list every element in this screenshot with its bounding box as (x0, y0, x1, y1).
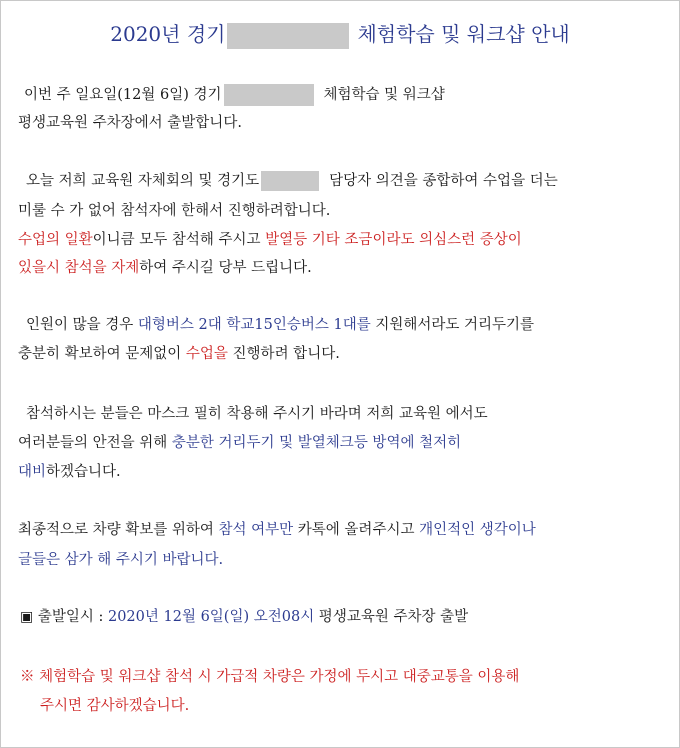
p5-line2: 글들은 삼가 해 주시기 바랍니다. (18, 552, 224, 568)
title-part1: 2020년 경기 (110, 22, 226, 46)
note-line1: ※ 체험학습 및 워크샵 참석 시 가급적 차량은 가정에 두시고 대중교통을 이용해 (20, 669, 520, 685)
p2-line4: 있을시 참석을 자제하여 주시길 당부 드립니다. (18, 260, 312, 276)
p1-line1: 이번 주 일요일(12월 6일) 경기 체험학습 및 워크샵 (24, 84, 445, 106)
p4-line3: 대비하겠습니다. (18, 464, 121, 480)
p2-line3: 수업의 일환이니큼 모두 참석해 주시고 발열등 기타 조금이라도 의심스런 증상이 (18, 232, 522, 248)
p3-line2: 충분히 확보하여 문제없이 수업을 진행하려 합니다. (18, 346, 340, 362)
p4-line2: 여러분들의 안전을 위해 충분한 거리두기 및 발열체크등 방역에 철저히 (18, 435, 462, 451)
p3-line1: 인원이 많을 경우 대형버스 2대 학교15인승버스 1대를 지원해서라도 거리두기를 (26, 317, 535, 333)
title-part2: 체험학습 및 워크샵 안내 (357, 22, 570, 46)
square-bullet-icon: ▣ (20, 609, 34, 625)
p1-redaction (224, 84, 314, 106)
p4-line1: 참석하시는 분들은 마스크 필히 착용해 주시기 바라며 저희 교육원 에서도 (26, 406, 488, 422)
title-redaction (227, 23, 349, 49)
note-line2: 주시면 감사하겠습니다. (40, 698, 190, 714)
page-title (0, 18, 680, 49)
p5-line1: 최종적으로 차량 확보를 위하여 참석 여부만 카톡에 올려주시고 개인적인 생각이나 (18, 522, 536, 538)
departure-line: ▣ 출발일시 : 2020년 12월 6일(일) 오전08시 평생교육원 주차장 출발 (20, 609, 469, 625)
p1-line2: 평생교육원 주차장에서 출발합니다. (18, 115, 242, 131)
reference-mark-icon: ※ (20, 669, 35, 685)
p2-redaction (261, 171, 319, 191)
p2-line1: 오늘 저희 교육원 자체회의 및 경기도 담당자 의견을 종합하여 수업을 더는 (26, 173, 558, 189)
p2-line2: 미룰 수 가 없어 참석자에 한해서 진행하려합니다. (18, 203, 331, 219)
